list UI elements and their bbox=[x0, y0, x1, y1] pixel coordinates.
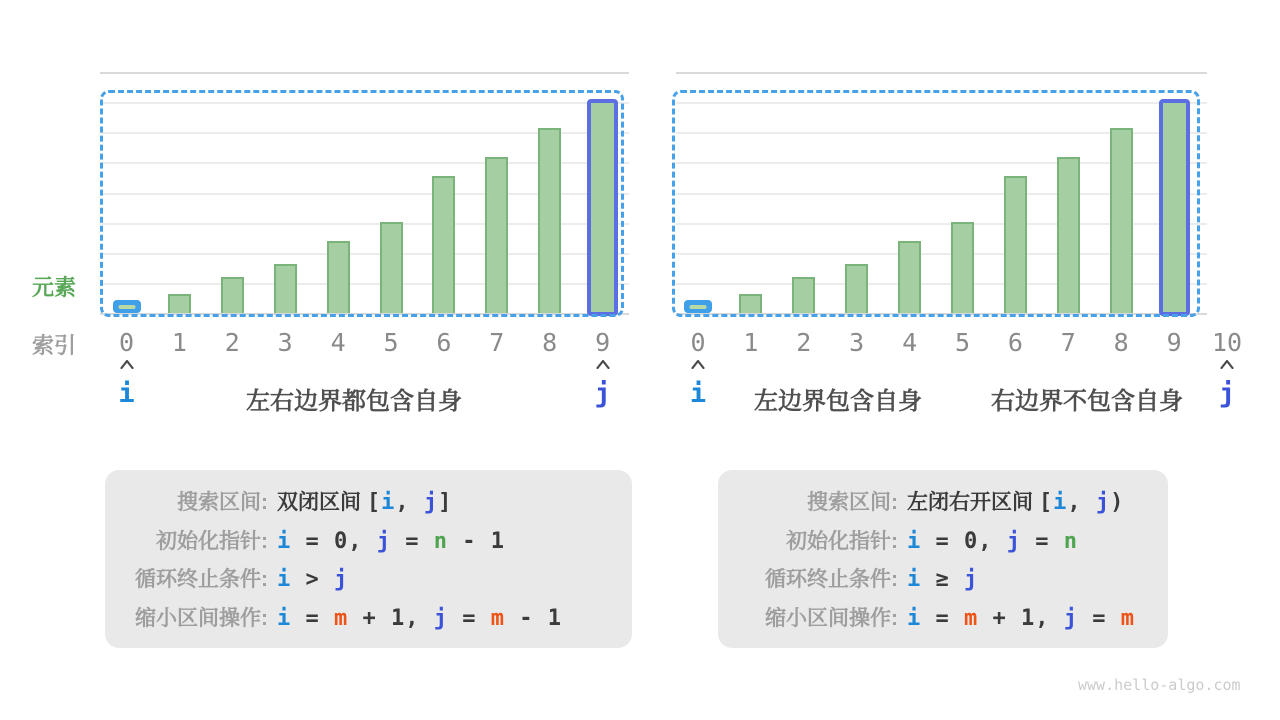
pointer-caret-icon bbox=[119, 359, 134, 369]
code-token: = bbox=[921, 605, 964, 631]
info-label: 初始化指针: bbox=[156, 529, 268, 553]
index-label: 0 bbox=[118, 328, 135, 357]
index-label: 5 bbox=[954, 328, 971, 357]
info-code bbox=[907, 606, 1135, 631]
info-code bbox=[277, 606, 562, 631]
code-token: j bbox=[376, 528, 391, 554]
info-label: 循环终止条件: bbox=[765, 568, 898, 592]
x-axis-label: 索引 bbox=[32, 333, 77, 358]
code-token: i bbox=[381, 490, 396, 516]
info-label: 初始化指针: bbox=[786, 529, 898, 553]
info-row bbox=[121, 602, 632, 632]
code-token: [ bbox=[1038, 490, 1054, 516]
code-token: = bbox=[1077, 605, 1121, 631]
code-token: - 1 bbox=[447, 528, 505, 554]
code-token: m bbox=[1120, 605, 1135, 631]
watermark: www.hello-algo.com bbox=[1078, 676, 1241, 694]
right-search-range-outline bbox=[672, 90, 1200, 317]
code-token: n bbox=[433, 528, 448, 554]
info-label: 缩小区间操作: bbox=[765, 606, 898, 630]
right-interval-info-box bbox=[718, 470, 1168, 648]
index-label: 5 bbox=[383, 328, 399, 357]
boundary-caption: 左边界包含自身 bbox=[754, 388, 922, 415]
index-label: 1 bbox=[743, 328, 759, 357]
index-label: 0 bbox=[690, 328, 706, 357]
gridline bbox=[676, 72, 1207, 74]
pointer-caret-icon bbox=[1220, 359, 1235, 369]
info-label: 搜索区间: bbox=[807, 491, 898, 515]
code-token: m bbox=[334, 605, 349, 631]
index-label: 3 bbox=[277, 328, 293, 357]
code-token: j bbox=[433, 605, 448, 631]
index-label: 4 bbox=[902, 328, 918, 357]
code-token: i bbox=[1053, 490, 1068, 516]
info-label: 缩小区间操作: bbox=[135, 606, 268, 630]
code-token: 双闭区间 bbox=[277, 491, 367, 515]
code-token: > bbox=[291, 567, 334, 593]
index-label: 9 bbox=[595, 328, 611, 357]
code-token: i bbox=[277, 528, 292, 554]
index-label: 8 bbox=[542, 328, 558, 357]
code-token: 左闭右开区间 bbox=[907, 491, 1039, 515]
y-axis-label: 元素 bbox=[32, 275, 77, 300]
index-label: 7 bbox=[1060, 328, 1076, 357]
index-label: 7 bbox=[489, 328, 505, 357]
code-token: m bbox=[964, 605, 979, 631]
code-token: ] bbox=[438, 490, 453, 516]
code-token: j bbox=[964, 567, 979, 593]
index-label: 1 bbox=[171, 328, 187, 357]
code-token: = 0, bbox=[921, 528, 1007, 554]
code-token: i bbox=[907, 567, 922, 593]
code-token: = bbox=[1020, 528, 1064, 554]
info-row bbox=[121, 486, 632, 516]
info-row bbox=[121, 525, 632, 555]
info-row bbox=[734, 563, 1168, 593]
code-token: [ bbox=[366, 490, 382, 516]
info-code bbox=[277, 567, 348, 592]
code-token: i bbox=[277, 567, 292, 593]
pointer-label-i: i bbox=[118, 378, 135, 409]
code-token: - 1 bbox=[504, 605, 562, 631]
code-token: j bbox=[1095, 490, 1111, 516]
code-token: i bbox=[277, 605, 292, 631]
code-token: = 0, bbox=[291, 528, 377, 554]
left-interval-info-box bbox=[105, 470, 632, 648]
boundary-caption: 右边界不包含自身 bbox=[991, 388, 1183, 415]
index-label: 2 bbox=[796, 328, 812, 357]
pointer-caret-icon bbox=[691, 359, 706, 369]
index-label: 8 bbox=[1113, 328, 1129, 357]
info-row bbox=[121, 563, 632, 593]
info-row bbox=[734, 486, 1168, 516]
info-label: 搜索区间: bbox=[177, 491, 268, 515]
code-token: ) bbox=[1110, 490, 1125, 516]
info-code bbox=[907, 567, 978, 592]
pointer-label-j: j bbox=[594, 378, 611, 409]
info-row bbox=[734, 602, 1168, 632]
code-token: j bbox=[1006, 528, 1021, 554]
code-token: j bbox=[423, 490, 439, 516]
info-row bbox=[734, 525, 1168, 555]
pointer-label-i: i bbox=[689, 378, 707, 409]
code-token: i bbox=[907, 605, 922, 631]
code-token: = bbox=[447, 605, 491, 631]
index-label: 9 bbox=[1166, 328, 1182, 357]
code-token: ≥ bbox=[921, 567, 964, 593]
code-token: i bbox=[907, 528, 922, 554]
index-label: 6 bbox=[1007, 328, 1023, 357]
info-code bbox=[277, 529, 505, 554]
info-code bbox=[907, 486, 1124, 516]
code-token: , bbox=[395, 490, 424, 516]
index-label: 2 bbox=[224, 328, 240, 357]
left-search-range-outline bbox=[100, 90, 624, 317]
index-label: 3 bbox=[849, 328, 865, 357]
code-token: = bbox=[291, 605, 334, 631]
code-token: = bbox=[390, 528, 434, 554]
index-label: 6 bbox=[436, 328, 452, 357]
code-token: j bbox=[334, 567, 349, 593]
boundary-caption: 左右边界都包含自身 bbox=[246, 388, 462, 415]
code-token: n bbox=[1063, 528, 1078, 554]
pointer-label-j: j bbox=[1218, 378, 1236, 409]
code-token: , bbox=[1067, 490, 1096, 516]
gridline bbox=[100, 72, 629, 74]
info-code bbox=[277, 486, 452, 516]
index-label: 10 bbox=[1211, 328, 1243, 357]
code-token: + 1, bbox=[348, 605, 434, 631]
index-label: 4 bbox=[330, 328, 346, 357]
info-label: 循环终止条件: bbox=[135, 568, 268, 592]
pointer-caret-icon bbox=[595, 359, 610, 369]
code-token: + 1, bbox=[978, 605, 1064, 631]
code-token: m bbox=[490, 605, 505, 631]
code-token: j bbox=[1063, 605, 1078, 631]
info-code bbox=[907, 529, 1078, 554]
